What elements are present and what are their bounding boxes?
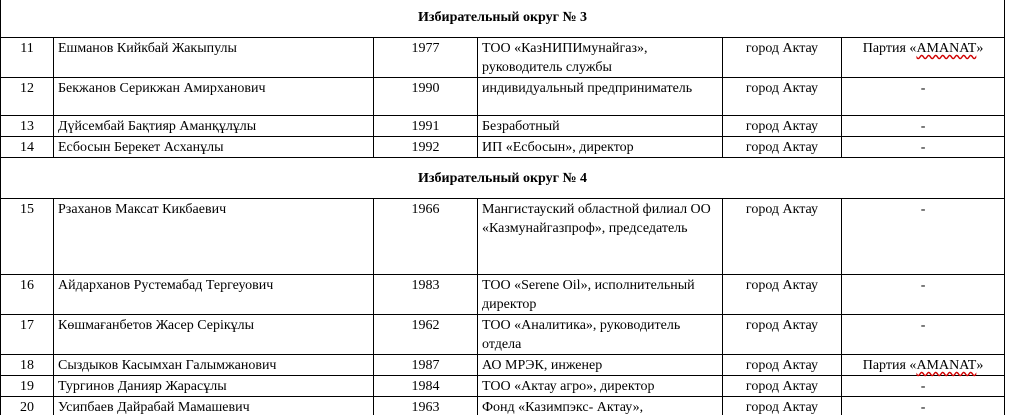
residence-city: город Актау [723, 355, 842, 376]
candidate-number: 12 [1, 78, 54, 116]
party-suffix: » [976, 358, 984, 373]
residence-city: город Актау [723, 116, 842, 137]
party-prefix: Партия « [862, 358, 917, 373]
party-affiliation [842, 199, 1005, 275]
candidate-name: Айдарханов Рустемабад Тергеуович [54, 275, 374, 315]
candidate-number: 16 [1, 275, 54, 315]
birth-year: 1990 [374, 78, 478, 116]
party-affiliation [842, 78, 1005, 116]
party-prefix: - [920, 81, 926, 96]
workplace-position: АО МРЭК, инженер [478, 355, 723, 376]
party-affiliation [842, 397, 1005, 415]
district-header-row [1, 158, 1005, 199]
table-row [1, 355, 1005, 376]
candidates-table-body [1, 0, 1005, 415]
candidate-name: Сыздыков Касымхан Галымжанович [54, 355, 374, 376]
party-affiliation [842, 116, 1005, 137]
party-prefix: - [920, 140, 926, 155]
candidate-name: Ешманов Кийкбай Жакыпулы [54, 38, 374, 78]
workplace-position: Мангистауский областной филиал ОО «Казмунайгазпроф», председатель [478, 199, 723, 275]
workplace-position: индивидуальный предприниматель [478, 78, 723, 116]
district-header-row [1, 0, 1005, 38]
residence-city: город Актау [723, 38, 842, 78]
residence-city: город Актау [723, 376, 842, 397]
residence-city: город Актау [723, 137, 842, 158]
residence-city: город Актау [723, 275, 842, 315]
workplace-position: ТОО «Актау агро», директор [478, 376, 723, 397]
party-affiliation [842, 137, 1005, 158]
workplace-position: ИП «Есбосын», директор [478, 137, 723, 158]
table-row [1, 78, 1005, 116]
workplace-position: ТОО «Аналитика», руководитель отдела [478, 315, 723, 355]
party-suffix: » [976, 41, 984, 56]
party-name: AMANAT [916, 41, 977, 56]
table-row [1, 199, 1005, 275]
birth-year: 1963 [374, 397, 478, 415]
candidate-number: 11 [1, 38, 54, 78]
candidate-number: 18 [1, 355, 54, 376]
birth-year: 1966 [374, 199, 478, 275]
candidate-number: 19 [1, 376, 54, 397]
birth-year: 1984 [374, 376, 478, 397]
party-prefix: - [920, 202, 926, 217]
birth-year: 1962 [374, 315, 478, 355]
party-prefix: - [920, 379, 926, 394]
table-row [1, 397, 1005, 415]
candidate-name: Тургинов Данияр Жарасұлы [54, 376, 374, 397]
candidate-name: Бекжанов Серикжан Амирханович [54, 78, 374, 116]
workplace-position: Безработный [478, 116, 723, 137]
party-name: AMANAT [916, 358, 977, 373]
workplace-position: ТОО «КазНИПИмунайгаз», руководитель службы [478, 38, 723, 78]
residence-city: город Актау [723, 397, 842, 415]
party-affiliation [842, 38, 1005, 78]
table-row [1, 275, 1005, 315]
residence-city: город Актау [723, 199, 842, 275]
workplace-position: ТОО «Serene Oil», исполнительный директор [478, 275, 723, 315]
party-prefix: - [920, 278, 926, 293]
table-row [1, 315, 1005, 355]
candidate-name: Рзаханов Максат Кикбаевич [54, 199, 374, 275]
table-row [1, 137, 1005, 158]
birth-year: 1977 [374, 38, 478, 78]
party-prefix: Партия « [862, 41, 917, 56]
candidate-name: Көшмағанбетов Жасер Серікұлы [54, 315, 374, 355]
party-prefix: - [920, 119, 926, 134]
table-row [1, 376, 1005, 397]
district-title: Избирательный округ № 4 [1, 158, 1005, 199]
birth-year: 1987 [374, 355, 478, 376]
party-affiliation [842, 275, 1005, 315]
candidate-name: Есбосын Берекет Асханұлы [54, 137, 374, 158]
candidate-number: 14 [1, 137, 54, 158]
birth-year: 1983 [374, 275, 478, 315]
birth-year: 1992 [374, 137, 478, 158]
party-affiliation [842, 376, 1005, 397]
party-affiliation [842, 315, 1005, 355]
residence-city: город Актау [723, 315, 842, 355]
table-row [1, 38, 1005, 78]
residence-city: город Актау [723, 78, 842, 116]
workplace-position: Фонд «Казимпэкс- Актау», [478, 397, 723, 415]
candidate-number: 20 [1, 397, 54, 415]
candidate-number: 15 [1, 199, 54, 275]
candidate-name: Дүйсембай Бақтияр Аманқұлұлы [54, 116, 374, 137]
candidate-number: 13 [1, 116, 54, 137]
party-prefix: - [920, 318, 926, 333]
district-title: Избирательный округ № 3 [1, 0, 1005, 38]
party-prefix: - [920, 400, 926, 415]
candidate-number: 17 [1, 315, 54, 355]
birth-year: 1991 [374, 116, 478, 137]
table-row [1, 116, 1005, 137]
candidate-name: Усипбаев Дайрабай Мамашевич [54, 397, 374, 415]
party-affiliation [842, 355, 1005, 376]
